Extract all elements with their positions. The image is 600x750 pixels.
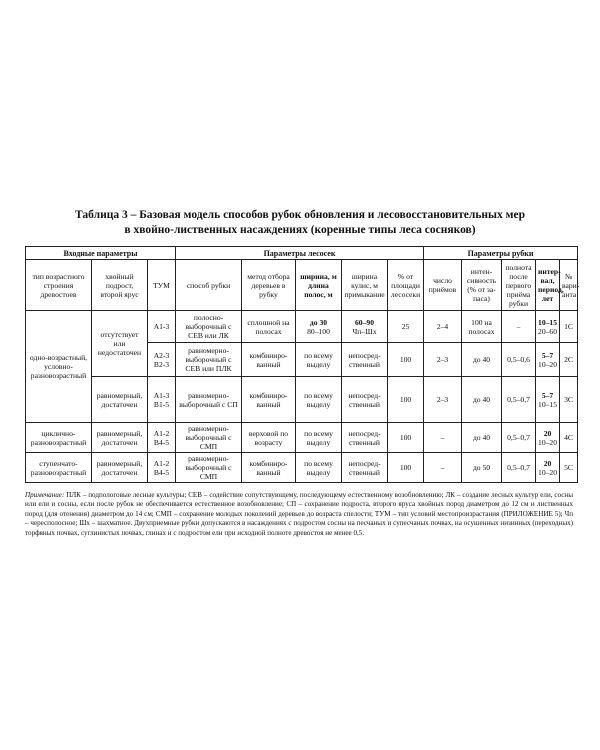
- cell-intensity: 100 на полосах: [462, 311, 502, 343]
- cell-completeness: 0,5–0,7: [502, 377, 536, 423]
- table-title: [60, 208, 540, 238]
- header-selection: метод отбора деревьев в рубку: [242, 260, 296, 311]
- cell-wings: непосред-ственный: [342, 423, 388, 453]
- cell-width: по всему выделу: [296, 423, 342, 453]
- cell-undergrowth: равномерный, достаточен: [92, 453, 148, 483]
- note-text: ПЛК – подпологовые лесные культуры; СЕВ – содействие сопутствующему, последующему естественному возобновлению; ЛК – создание лесных культур ели, сосны или ели и сосны, если после рубок не обеспечивается естественное возобновление; СП – сохранение подроста, второго яруса хвойных пород диаметром до 12 см и лиственных пород (для отенения) диаметром до 14 см; СМП – сохранение молодых поколений деревьев до возраста спелости; ТУМ – тип условий местопроизрастания (ПРИЛОЖЕНИЕ 5); Чп – чересполосное; Шх – шахматное. Двухприемные рубки допускаются в насаждениях с подростом сосны на песчаных и супесчаных почвах, на осушенных низинных (переходных) торфяных почвах, суглинистых почвах, глинах и с подростом ели при исходной полноте древостоя не менее 0,5.: [25, 491, 573, 537]
- model-table: [25, 246, 578, 483]
- cell-tum: А1-2 В4-5: [148, 453, 176, 483]
- note-label: Примечание:: [25, 491, 65, 499]
- cell-variant: 1С: [560, 311, 578, 343]
- cell-selection: комбиниро-ванный: [242, 453, 296, 483]
- cell-method: равномерно-выборочный с СМП: [176, 453, 242, 483]
- cell-percent: 100: [388, 343, 424, 377]
- group-forest: Параметры лесосек: [176, 247, 424, 260]
- cell-method: равномерно-выборочный с СЕВ или ПЛК: [176, 343, 242, 377]
- cell-wings: 60–90 Чп–Шх: [342, 311, 388, 343]
- cell-method: равномерно-выборочный с СМП: [176, 423, 242, 453]
- table-container: [25, 246, 580, 483]
- header-completeness: полнота после первого приёма рубки: [502, 260, 536, 311]
- table-row: [26, 311, 578, 343]
- cell-method: полосно-выборочный с СЕВ или ЛК: [176, 311, 242, 343]
- title-line-2: в хвойно-лиственных насаждениях (коренные типы леса сосняков): [124, 224, 476, 236]
- header-interval: интер-вал, период, лет: [536, 260, 560, 311]
- cell-tum: А1-3 В1-5: [148, 377, 176, 423]
- cell-tum: А1-2 В4-5: [148, 423, 176, 453]
- table-note: [25, 491, 573, 538]
- header-width: ширина, м длина полос, м: [296, 260, 342, 311]
- cell-interval: 20 10–20: [536, 453, 560, 483]
- cell-variant: 4С: [560, 423, 578, 453]
- group-input: Входные параметры: [26, 247, 176, 260]
- cell-count: –: [424, 453, 462, 483]
- header-count: число приёмов: [424, 260, 462, 311]
- cell-type: циклично-разновозрастный: [26, 423, 92, 453]
- cell-method: равномерно-выборочный с СП: [176, 377, 242, 423]
- table-row: [26, 377, 578, 423]
- header-percent-area: % от площади лесосеки: [388, 260, 424, 311]
- header-method: способ рубки: [176, 260, 242, 311]
- cell-intensity: до 50: [462, 453, 502, 483]
- table-row: [26, 423, 578, 453]
- cell-intensity: до 40: [462, 343, 502, 377]
- header-undergrowth: хвойный подрост, второй ярус: [92, 260, 148, 311]
- cell-percent: 25: [388, 311, 424, 343]
- header-tum: ТУМ: [148, 260, 176, 311]
- cell-wings: непосред-ственный: [342, 453, 388, 483]
- cell-tum: А1-3: [148, 311, 176, 343]
- cell-selection: верховой по возрасту: [242, 423, 296, 453]
- cell-interval: 20 10–20: [536, 423, 560, 453]
- cell-completeness: 0,5–0,7: [502, 423, 536, 453]
- cell-completeness: 0,5–0,6: [502, 343, 536, 377]
- cell-completeness: 0,5–0,7: [502, 453, 536, 483]
- group-cutting: Параметры рубки: [424, 247, 578, 260]
- cell-variant: 5С: [560, 453, 578, 483]
- cell-intensity: до 40: [462, 423, 502, 453]
- cell-count: 2–4: [424, 311, 462, 343]
- cell-interval: 10–15 20–60: [536, 311, 560, 343]
- header-wings: ширина кулис, м примыкание: [342, 260, 388, 311]
- cell-wings: непосред-ственный: [342, 377, 388, 423]
- cell-completeness: –: [502, 311, 536, 343]
- cell-count: –: [424, 423, 462, 453]
- cell-wings: непосред-ственный: [342, 343, 388, 377]
- header-variant: № вари-анта: [560, 260, 578, 311]
- cell-type: ступенчато-разновозрастный: [26, 453, 92, 483]
- cell-percent: 100: [388, 377, 424, 423]
- cell-variant: 3С: [560, 377, 578, 423]
- cell-undergrowth: равномерный, достаточен: [92, 377, 148, 423]
- cell-selection: сплошной на полосах: [242, 311, 296, 343]
- cell-selection: комбиниро-ванный: [242, 343, 296, 377]
- cell-width: по всему выделу: [296, 343, 342, 377]
- header-intensity: интен-сивность (% от за-паса): [462, 260, 502, 311]
- table-row: [26, 453, 578, 483]
- cell-type-group1: одно-возрастный, условно-разновозрастный: [26, 311, 92, 423]
- header-type-structure: тип возрастного строения древостоев: [26, 260, 92, 311]
- cell-variant: 2С: [560, 343, 578, 377]
- cell-percent: 100: [388, 423, 424, 453]
- cell-interval: 5–7 10–15: [536, 377, 560, 423]
- cell-width: до 30 80–100: [296, 311, 342, 343]
- cell-width: по всему выделу: [296, 377, 342, 423]
- cell-count: 2–3: [424, 377, 462, 423]
- cell-intensity: до 40: [462, 377, 502, 423]
- group-header-row: [26, 247, 578, 260]
- cell-undergrowth: отсутствует или недостаточен: [92, 311, 148, 377]
- title-line-1: Таблица 3 – Базовая модель способов рубок обновления и лесовосстановительных мер: [75, 209, 525, 221]
- cell-interval: 5–7 10–20: [536, 343, 560, 377]
- cell-selection: комбиниро-ванный: [242, 377, 296, 423]
- cell-width: по всему выделу: [296, 453, 342, 483]
- cell-tum: А2-3 В2-3: [148, 343, 176, 377]
- cell-undergrowth: равномерный, достаточен: [92, 423, 148, 453]
- cell-count: 2–3: [424, 343, 462, 377]
- column-header-row: [26, 260, 578, 311]
- cell-percent: 100: [388, 453, 424, 483]
